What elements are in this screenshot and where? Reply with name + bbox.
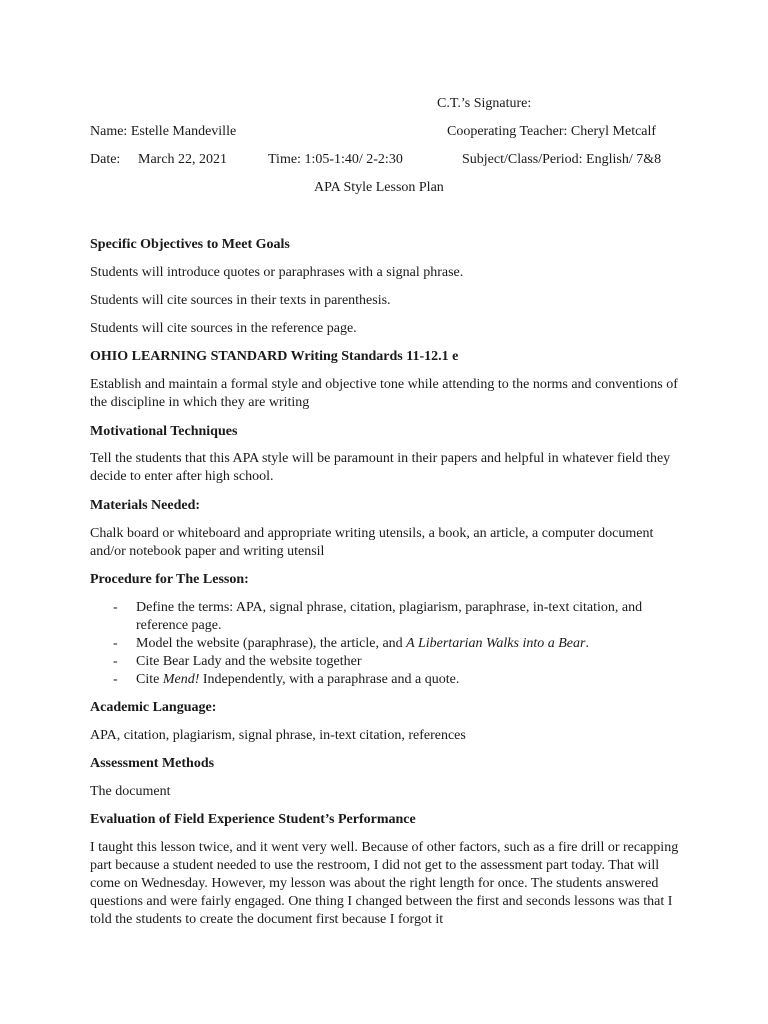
evaluation-heading: Evaluation of Field Experience Student’s Performance [90, 812, 416, 827]
ct-signature-label: C.T.’s Signature: [437, 96, 532, 111]
procedure-list [90, 599, 680, 689]
document-title: APA Style Lesson Plan [314, 180, 444, 195]
objective-item: Students will cite sources in the reference page. [90, 321, 357, 336]
standard-heading: OHIO LEARNING STANDARD Writing Standards 11-12.1 e [90, 349, 459, 364]
assessment-text: The document [90, 784, 171, 799]
academic-language-text: APA, citation, plagiarism, signal phrase, in-text citation, references [90, 728, 466, 743]
punctuation: . [585, 636, 589, 651]
objectives-heading: Specific Objectives to Meet Goals [90, 237, 290, 252]
bullet-dash: - [113, 672, 118, 687]
evaluation-text: I taught this lesson twice, and it went very well. Because of other factors, such as a fire drill or recapping part because a student needed to use the restroom, I did not get to the assessment part today. That will come on Wednesday. However, my lesson was about the right length for once. The students answered questions and were fairly engaged. One thing I changed between the first and seconds lessons was that I told the students to create the document first because I forgot it [90, 840, 679, 927]
date-value: March 22, 2021 [138, 152, 228, 167]
objective-item: Students will cite sources in their texts in parenthesis. [90, 293, 391, 308]
motivation-text: Tell the students that this APA style will be paramount in their papers and helpful in whatever field they decide to enter after high school. [90, 451, 671, 484]
book-title: Mend! [162, 672, 200, 687]
procedure-heading: Procedure for The Lesson: [90, 572, 249, 587]
lesson-time: Time: 1:05-1:40/ 2-2:30 [268, 152, 403, 167]
procedure-step [90, 653, 680, 671]
materials-text: Chalk board or whiteboard and appropriate writing utensils, a book, an article, a computer document and/or notebook paper and writing utensil [90, 526, 654, 559]
subject-class-period: Subject/Class/Period: English/ 7&8 [462, 152, 662, 167]
academic-language-heading: Academic Language: [90, 700, 217, 715]
assessment-heading: Assessment Methods [90, 756, 215, 771]
procedure-step [90, 635, 680, 653]
cooperating-teacher: Cooperating Teacher: Cheryl Metcalf [447, 124, 657, 139]
procedure-step-text: Define the terms: APA, signal phrase, citation, plagiarism, paraphrase, in-text citation, and reference page. [136, 600, 643, 633]
procedure-step [90, 599, 680, 635]
bullet-dash: - [113, 636, 118, 651]
materials-heading: Materials Needed: [90, 498, 201, 513]
date-label: Date: [90, 152, 121, 167]
student-name: Name: Estelle Mandeville [90, 124, 237, 139]
bullet-dash: - [113, 600, 118, 615]
bullet-dash: - [113, 654, 118, 669]
objective-item: Students will introduce quotes or paraphrases with a signal phrase. [90, 265, 464, 280]
standard-text: Establish and maintain a formal style and objective tone while attending to the norms and conventions of the discipline in which they are writing [90, 377, 678, 410]
procedure-step-text: Cite [136, 672, 163, 687]
book-title: A Libertarian Walks into a Bear [406, 636, 586, 651]
motivation-heading: Motivational Techniques [90, 424, 238, 439]
procedure-step-text: Cite Bear Lady and the website together [136, 654, 362, 669]
procedure-step [90, 671, 680, 689]
procedure-step-text: Independently, with a paraphrase and a quote. [199, 672, 460, 687]
procedure-step-text: Model the website (paraphrase), the article, and [136, 636, 407, 651]
